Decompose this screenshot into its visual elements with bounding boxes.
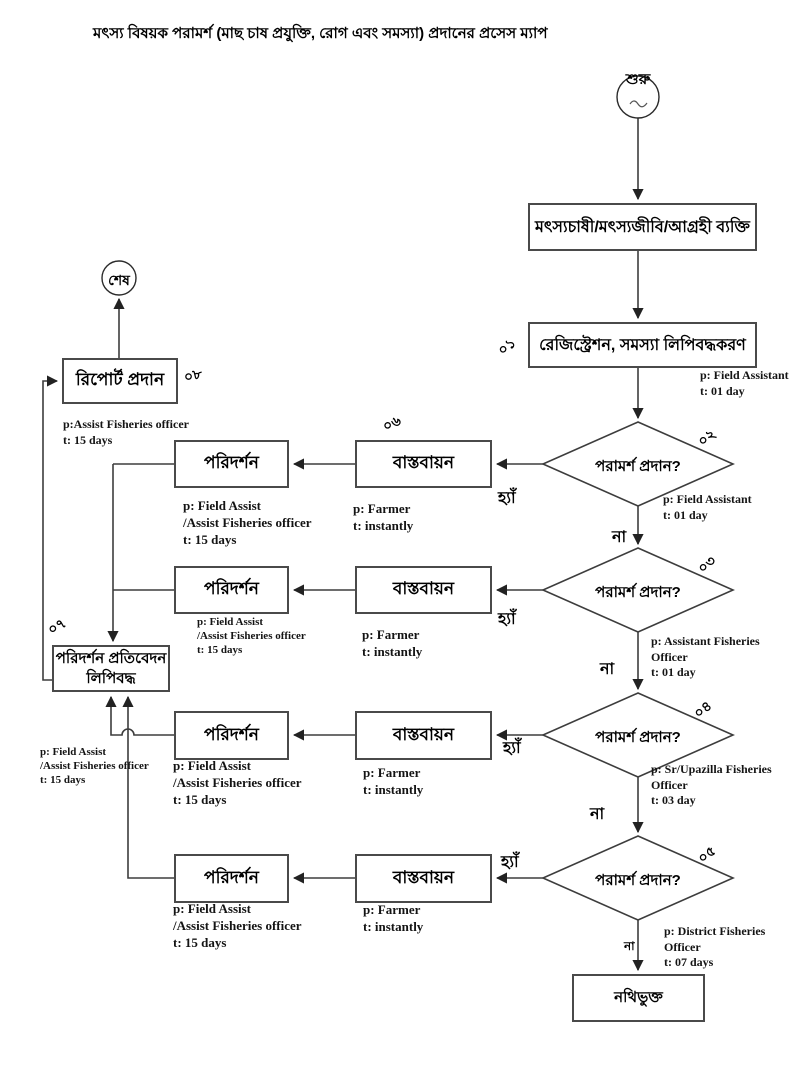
implementation4-box: বাস্তবায়ন [355,854,492,903]
note-line: t: 15 days [63,432,113,447]
step-number-01: ০১ [494,334,519,359]
note-implementation3 [363,764,423,798]
note-line: t: instantly [362,644,423,659]
arrow-inspection4-to-record-bottom [128,697,175,878]
note-line: t: 03 day [651,793,696,807]
note-line: t: instantly [353,518,414,533]
implementation3-box: বাস্তবায়ন [355,711,492,760]
edge-label-no-4: না [624,939,635,953]
note-decision3 [651,762,772,809]
note-decision2 [651,634,760,681]
note-line: t: 01 day [700,383,745,398]
note-implementation2 [362,626,422,660]
note-inspection3 [173,757,302,808]
note-line: p: Assistant Fisheries [651,634,760,648]
note-line: t: 15 days [183,532,237,547]
note-line: /Assist Fisheries officer [173,918,302,933]
step-number-08: ০৮ [182,365,204,385]
report-box: রিপোর্ট প্রদান [62,358,178,404]
step-number-04: ০৪ [690,697,715,722]
implementation2-box: বাস্তবায়ন [355,566,492,614]
edge-label-yes-1: হ্যাঁ [498,490,516,507]
note-line: t: 15 days [173,792,227,807]
note-line: t: instantly [363,782,424,797]
filed-box: নথিভুক্ত [572,974,705,1022]
edge-label-yes-4: হ্যাঁ [501,854,519,871]
page-title: মৎস্য বিষয়ক পরামর্শ (মাছ চাষ প্রযুক্তি, রোগ এবং সমস্যা) প্রদানের প্রসেস ম্যাপ [93,25,548,42]
implementation1-box: বাস্তবায়ন [355,440,492,488]
note-line: /Assist Fisheries officer [197,630,306,642]
note-report [63,417,189,448]
note-line: /Assist Fisheries officer [173,775,302,790]
note-line: Officer [651,777,688,792]
note-line: t: 07 days [664,955,714,969]
note-line: t: 15 days [197,644,243,656]
note-line: p: Field Assist [173,901,252,916]
inspection1-box: পরিদর্শন [174,440,289,488]
note-line: p: Field Assistant [663,492,752,506]
note-line: t: 01 day [651,665,696,679]
note-line: p: Farmer [353,501,411,516]
note-decision4 [664,924,765,971]
step-number-02: ০২ [694,425,719,450]
step-number-07: ০৭ [44,614,69,638]
note-line: p: Field Assist [173,758,252,773]
note-line: p: Field Assistant [700,368,789,382]
note-inspection4 [173,900,302,951]
end-terminal-label: শেষ [108,272,130,288]
step-number-06: ০৬ [380,411,404,435]
step-number-05: ০৫ [694,842,719,867]
registration-box: রেজিস্ট্রেশন, সমস্যা লিপিবদ্ধকরণ [528,322,757,368]
note-line: p: Field Assist [197,616,264,628]
step-number-03: ০৩ [694,552,719,577]
edge-label-yes-2: হ্যাঁ [498,611,516,628]
decision2-label: পরামর্শ প্রদান? [595,584,681,601]
note-line: t: instantly [363,919,424,934]
note-line: p: Farmer [363,765,421,780]
decision1-label: পরামর্শ প্রদান? [595,458,681,475]
edge-label-no-3: না [590,806,605,823]
decision4-label: পরামর্শ প্রদান? [595,872,681,889]
note-implementation4 [363,901,423,935]
note-line: p: Farmer [363,902,421,917]
note-line: /Assist Fisheries officer [40,760,149,772]
edge-label-yes-3: হ্যাঁ [503,740,521,757]
edge-label-no-2: না [600,661,615,678]
record-box-line2: লিপিবদ্ধ [86,669,136,687]
note-line: p:Assist Fisheries officer [63,417,189,431]
record-box-line1: পরিদর্শন প্রতিবেদন [55,649,167,667]
decision3-label: পরামর্শ প্রদান? [595,729,681,746]
note-line: p: Field Assist [183,498,262,513]
note-inspection1 [183,497,312,548]
note-line: Officer [664,939,701,954]
note-record [40,745,149,787]
note-line: p: Farmer [362,627,420,642]
inspection4-box: পরিদর্শন [174,854,289,903]
note-line: t: 15 days [40,774,86,786]
note-line: p: Field Assist [40,746,107,758]
arrow-inspection3-to-record-bottom [111,697,175,735]
note-inspection2 [197,615,306,657]
note-decision1 [663,492,752,523]
actor-box: মৎস্যচাষী/মৎস্যজীবি/আগ্রহী ব্যক্তি [528,203,757,251]
note-line: Officer [651,649,688,664]
note-line: t: 15 days [173,935,227,950]
start-terminal-label: শুরু [625,71,651,88]
inspection3-box: পরিদর্শন [174,711,289,760]
inspection2-box: পরিদর্শন [174,566,289,614]
note-registration [700,368,789,399]
note-implementation1 [353,500,413,534]
note-line: p: District Fisheries [664,924,766,938]
record-box [52,645,170,692]
note-line: /Assist Fisheries officer [183,515,312,530]
note-line: p: Sr/Upazilla Fisheries [651,762,772,776]
edge-label-no-1: না [612,529,627,546]
note-line: t: 01 day [663,507,708,522]
